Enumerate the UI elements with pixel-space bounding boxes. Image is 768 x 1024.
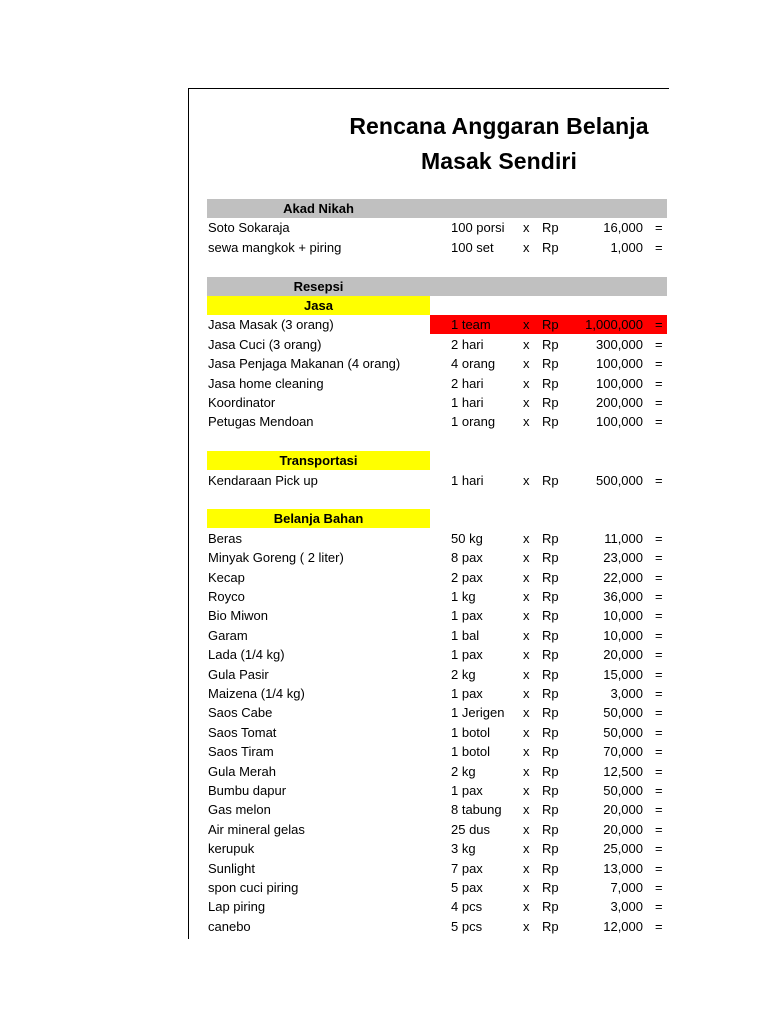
- item-name: Garam: [208, 627, 248, 643]
- item-quantity: 7 pax: [451, 860, 483, 876]
- subsection-jasa-label: Jasa: [304, 298, 333, 313]
- currency-label: Rp: [542, 783, 559, 798]
- item-quantity: 5 pcs: [451, 918, 483, 934]
- equals-sign: =: [655, 569, 663, 585]
- currency-label: Rp: [542, 375, 559, 391]
- table-row: [189, 354, 669, 373]
- multiply-sign: x: [523, 317, 530, 333]
- section-akad-nikah-row: [189, 199, 669, 218]
- item-quantity: 1 team: [451, 317, 491, 333]
- equals-sign: =: [655, 336, 663, 352]
- section-resepsi-row: [189, 277, 669, 296]
- table-row: [189, 626, 669, 645]
- currency-label: Rp: [542, 627, 559, 643]
- currency-label: Rp: [542, 414, 559, 430]
- item-quantity: 2 kg: [451, 666, 476, 682]
- multiply-sign: x: [523, 220, 530, 236]
- item-name: Soto Sokaraja: [208, 220, 290, 236]
- item-unit-price: 70,000: [603, 744, 643, 760]
- currency-label: Rp: [542, 530, 559, 546]
- item-name: kerupuk: [208, 841, 255, 857]
- item-quantity: 1 kg: [451, 589, 476, 604]
- item-unit-price: 50,000: [603, 783, 643, 798]
- multiply-sign: x: [523, 550, 530, 566]
- table-row: [189, 684, 669, 703]
- item-quantity: 1 botol: [451, 724, 491, 740]
- item-name: Gula Merah: [208, 763, 276, 779]
- currency-label: Rp: [542, 666, 559, 682]
- item-quantity: 1 botol: [451, 744, 491, 760]
- item-unit-price: 15,000: [603, 666, 643, 682]
- item-unit-price: 3,000: [610, 686, 643, 701]
- item-unit-price: 100,000: [596, 375, 643, 391]
- currency-label: Rp: [542, 472, 559, 488]
- item-unit-price: 7,000: [610, 880, 643, 895]
- table-row: [189, 335, 669, 354]
- item-unit-price: 1,000,000: [585, 317, 643, 333]
- item-unit-price: 50,000: [603, 705, 643, 721]
- multiply-sign: x: [523, 821, 530, 837]
- equals-sign: =: [655, 375, 663, 391]
- multiply-sign: x: [523, 530, 530, 546]
- currency-label: Rp: [542, 899, 559, 915]
- item-unit-price: 12,500: [603, 763, 643, 779]
- currency-label: Rp: [542, 395, 559, 410]
- item-quantity: 25 dus: [451, 821, 491, 837]
- equals-sign: =: [655, 880, 663, 895]
- currency-label: Rp: [542, 724, 559, 740]
- multiply-sign: x: [523, 336, 530, 352]
- item-unit-price: 12,000: [603, 918, 643, 934]
- table-row: [189, 606, 669, 625]
- table-row: [189, 762, 669, 781]
- multiply-sign: x: [523, 666, 530, 682]
- item-quantity: 100 set: [451, 239, 494, 255]
- equals-sign: =: [655, 724, 663, 740]
- currency-label: Rp: [542, 744, 559, 760]
- currency-label: Rp: [542, 918, 559, 934]
- table-row: [189, 703, 669, 722]
- item-unit-price: 10,000: [603, 608, 643, 624]
- currency-label: Rp: [542, 550, 559, 566]
- multiply-sign: x: [523, 472, 530, 488]
- table-row: [189, 742, 669, 761]
- item-name: Royco: [208, 589, 245, 604]
- item-name: Minyak Goreng ( 2 liter): [208, 550, 344, 566]
- multiply-sign: x: [523, 414, 530, 430]
- equals-sign: =: [655, 802, 663, 818]
- item-quantity: 2 pax: [451, 569, 483, 585]
- item-unit-price: 3,000: [610, 899, 643, 915]
- item-name: Jasa Masak (3 orang): [208, 317, 334, 333]
- item-unit-price: 20,000: [603, 821, 643, 837]
- item-name: Kecap: [208, 569, 245, 585]
- multiply-sign: x: [523, 763, 530, 779]
- currency-label: Rp: [542, 763, 559, 779]
- item-quantity: 2 hari: [451, 336, 484, 352]
- item-quantity: 50 kg: [451, 530, 483, 546]
- multiply-sign: x: [523, 356, 530, 372]
- equals-sign: =: [655, 608, 663, 624]
- table-row: [189, 859, 669, 878]
- spreadsheet-page: [188, 88, 669, 939]
- table-row: [189, 800, 669, 819]
- multiply-sign: x: [523, 647, 530, 663]
- item-unit-price: 25,000: [603, 841, 643, 857]
- currency-label: Rp: [542, 239, 559, 255]
- item-quantity: 4 orang: [451, 356, 496, 372]
- item-unit-price: 100,000: [596, 356, 643, 372]
- table-row: [189, 820, 669, 839]
- item-unit-price: 11,000: [604, 530, 643, 546]
- currency-label: Rp: [542, 880, 559, 895]
- currency-label: Rp: [542, 608, 559, 624]
- currency-label: Rp: [542, 317, 559, 333]
- table-row: [189, 897, 669, 916]
- subsection-transportasi-row: [189, 451, 669, 470]
- item-quantity: 2 kg: [451, 763, 476, 779]
- subsection-jasa-row: [189, 296, 669, 315]
- multiply-sign: x: [523, 724, 530, 740]
- table-row: [189, 781, 669, 800]
- table-row: [189, 393, 669, 412]
- equals-sign: =: [655, 918, 663, 934]
- table-row: [189, 645, 669, 664]
- item-unit-price: 100,000: [596, 414, 643, 430]
- table-row: [189, 568, 669, 587]
- equals-sign: =: [655, 627, 663, 643]
- subsection-belanja-bahan-label: Belanja Bahan: [273, 511, 364, 527]
- equals-sign: =: [655, 666, 663, 682]
- item-quantity: 1 pax: [451, 686, 483, 701]
- equals-sign: =: [655, 686, 663, 701]
- table-row: [189, 839, 669, 858]
- table-row: [189, 529, 669, 548]
- equals-sign: =: [655, 821, 663, 837]
- currency-label: Rp: [542, 569, 559, 585]
- currency-label: Rp: [542, 705, 559, 721]
- multiply-sign: x: [523, 918, 530, 934]
- multiply-sign: x: [523, 395, 530, 410]
- multiply-sign: x: [523, 705, 530, 721]
- item-quantity: 8 tabung: [451, 802, 502, 818]
- equals-sign: =: [655, 744, 663, 760]
- item-unit-price: 50,000: [603, 724, 643, 740]
- document-subtitle: Masak Sendiri: [421, 148, 577, 174]
- document-title: Rencana Anggaran Belanja: [349, 113, 649, 139]
- item-quantity: 5 pax: [451, 880, 483, 895]
- item-quantity: 1 orang: [451, 414, 496, 430]
- currency-label: Rp: [542, 802, 559, 818]
- item-unit-price: 200,000: [596, 395, 643, 410]
- item-quantity: 4 pcs: [451, 899, 483, 915]
- subsection-belanja-bahan-row: [189, 509, 669, 528]
- multiply-sign: x: [523, 860, 530, 876]
- subsection-transportasi-label: Transportasi: [279, 453, 358, 469]
- item-name: Saos Cabe: [208, 705, 273, 721]
- currency-label: Rp: [542, 841, 559, 857]
- equals-sign: =: [655, 550, 663, 566]
- item-unit-price: 22,000: [603, 569, 643, 585]
- multiply-sign: x: [523, 627, 530, 643]
- currency-label: Rp: [542, 647, 559, 663]
- item-quantity: 3 kg: [451, 841, 476, 857]
- item-quantity: 1 Jerigen: [451, 705, 505, 721]
- multiply-sign: x: [523, 899, 530, 915]
- item-unit-price: 500,000: [596, 472, 643, 488]
- item-name: Air mineral gelas: [208, 821, 305, 837]
- table-row: [189, 723, 669, 742]
- table-row: [189, 665, 669, 684]
- item-name: Saos Tomat: [208, 724, 277, 740]
- item-quantity: 1 pax: [451, 608, 483, 624]
- item-unit-price: 300,000: [596, 336, 643, 352]
- currency-label: Rp: [542, 860, 559, 876]
- item-quantity: 1 bal: [451, 627, 480, 643]
- multiply-sign: x: [523, 569, 530, 585]
- currency-label: Rp: [542, 589, 559, 604]
- multiply-sign: x: [523, 841, 530, 857]
- item-name: Bio Miwon: [208, 608, 268, 624]
- equals-sign: =: [655, 356, 663, 372]
- equals-sign: =: [655, 239, 663, 255]
- multiply-sign: x: [523, 608, 530, 624]
- table-row: [189, 878, 669, 897]
- item-quantity: 1 pax: [451, 647, 483, 663]
- item-unit-price: 36,000: [603, 589, 643, 604]
- table-row: [189, 917, 669, 936]
- item-name: spon cuci piring: [208, 880, 299, 895]
- item-name: Koordinator: [208, 395, 276, 410]
- item-unit-price: 10,000: [603, 627, 643, 643]
- table-row: [189, 238, 669, 257]
- equals-sign: =: [655, 414, 663, 430]
- multiply-sign: x: [523, 880, 530, 895]
- item-name: Bumbu dapur: [208, 783, 287, 798]
- item-unit-price: 16,000: [603, 220, 643, 236]
- equals-sign: =: [655, 899, 663, 915]
- item-name: Lap piring: [208, 899, 266, 915]
- currency-label: Rp: [542, 356, 559, 372]
- item-quantity: 1 hari: [451, 395, 484, 410]
- table-row: [189, 471, 669, 490]
- equals-sign: =: [655, 647, 663, 663]
- item-name: Petugas Mendoan: [208, 414, 314, 430]
- item-name: canebo: [208, 918, 251, 934]
- table-row: [189, 374, 669, 393]
- item-quantity: 100 porsi: [451, 220, 505, 236]
- currency-label: Rp: [542, 821, 559, 837]
- item-name: Jasa home cleaning: [208, 375, 324, 391]
- equals-sign: =: [655, 589, 663, 604]
- equals-sign: =: [655, 530, 663, 546]
- currency-label: Rp: [542, 220, 559, 236]
- table-row: [189, 315, 669, 334]
- table-row: [189, 218, 669, 237]
- multiply-sign: x: [523, 375, 530, 391]
- multiply-sign: x: [523, 783, 530, 798]
- equals-sign: =: [655, 220, 663, 236]
- multiply-sign: x: [523, 744, 530, 760]
- multiply-sign: x: [523, 239, 530, 255]
- item-quantity: 2 hari: [451, 375, 484, 391]
- item-quantity: 1 hari: [451, 472, 484, 488]
- currency-label: Rp: [542, 336, 559, 352]
- item-name: Saos Tiram: [208, 744, 274, 760]
- multiply-sign: x: [523, 802, 530, 818]
- item-quantity: 1 pax: [451, 783, 483, 798]
- item-name: Maizena (1/4 kg): [208, 686, 305, 701]
- item-unit-price: 1,000: [610, 239, 643, 255]
- equals-sign: =: [655, 705, 663, 721]
- item-name: Kendaraan Pick up: [208, 472, 318, 488]
- item-name: Beras: [208, 530, 242, 546]
- item-quantity: 8 pax: [451, 550, 483, 566]
- multiply-sign: x: [523, 589, 530, 604]
- item-name: Gas melon: [208, 802, 271, 818]
- item-name: Jasa Penjaga Makanan (4 orang): [208, 356, 401, 372]
- item-name: Lada (1/4 kg): [208, 647, 285, 663]
- section-resepsi-label: Resepsi: [293, 278, 344, 294]
- equals-sign: =: [655, 395, 663, 410]
- table-row: [189, 587, 669, 606]
- item-unit-price: 23,000: [603, 550, 643, 566]
- equals-sign: =: [655, 841, 663, 857]
- table-row: [189, 548, 669, 567]
- section-akad-nikah-label: Akad Nikah: [283, 201, 354, 216]
- equals-sign: =: [655, 763, 663, 779]
- item-name: Gula Pasir: [208, 666, 269, 682]
- table-row: [189, 412, 669, 431]
- equals-sign: =: [655, 472, 663, 488]
- item-name: Sunlight: [208, 860, 255, 876]
- equals-sign: =: [655, 317, 663, 333]
- item-name: sewa mangkok + piring: [208, 239, 342, 255]
- item-unit-price: 20,000: [603, 647, 643, 663]
- equals-sign: =: [655, 783, 663, 798]
- multiply-sign: x: [523, 686, 530, 701]
- item-name: Jasa Cuci (3 orang): [208, 336, 322, 352]
- item-unit-price: 20,000: [603, 802, 643, 818]
- item-unit-price: 13,000: [603, 860, 643, 876]
- currency-label: Rp: [542, 686, 559, 701]
- equals-sign: =: [655, 860, 663, 876]
